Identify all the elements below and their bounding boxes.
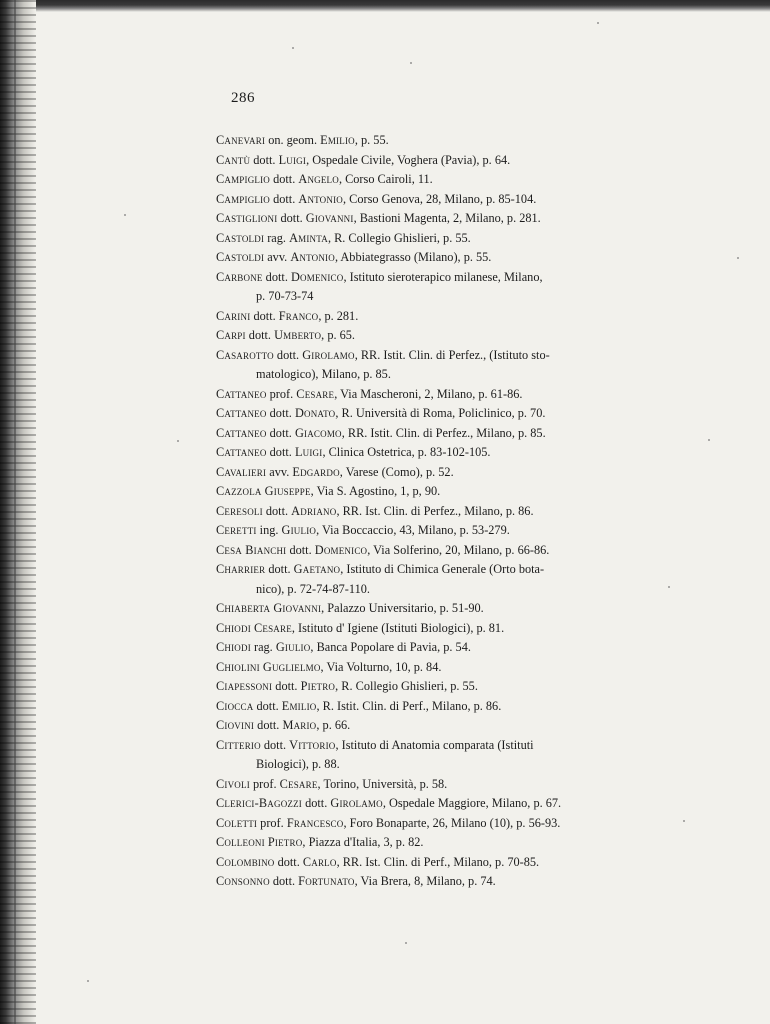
entry-details: , Istituto di Anatomia comparata (Istituti (335, 737, 534, 752)
paper-speck (668, 586, 670, 588)
entry-surname: Campiglio (216, 172, 270, 186)
entry-details: , Bastioni Magenta, 2, Milano, p. 281. (353, 211, 541, 225)
entry-surname: Cattaneo (216, 445, 267, 459)
entry-first-name: Edgardo (292, 464, 340, 479)
binding-line (14, 0, 16, 1024)
entry-details: , Ospedale Maggiore, Milano, p. 67. (382, 796, 562, 810)
entry-surname: Carbone (216, 269, 263, 284)
entry-surname: Carpi (216, 328, 246, 342)
entry-title: ing. (256, 523, 282, 537)
entry-details: , Via Volturno, 10, p. 84. (320, 659, 442, 674)
paper-speck (405, 942, 407, 944)
index-entry (216, 307, 656, 327)
index-entry (216, 814, 656, 834)
entry-title: dott. (253, 698, 282, 713)
entry-first-name: Carlo (302, 854, 337, 869)
entry-details: , R. Università di Roma, Policlinico, p. 70. (335, 406, 546, 420)
entry-first-name: Emilio (281, 698, 317, 713)
entry-details: , p. 65. (321, 328, 355, 342)
paper-speck (410, 62, 412, 64)
entry-first-name: Mario (282, 718, 317, 732)
entry-first-name: Umberto (274, 328, 322, 342)
entry-first-name: Vittorio (289, 737, 336, 752)
entry-title: dott. (286, 542, 315, 557)
entry-title: dott. (270, 191, 299, 206)
entry-surname: Ciovini (216, 718, 255, 732)
entry-first-name: Franco (278, 308, 319, 323)
index-entry (216, 638, 656, 658)
entry-first-name: Giulio (275, 640, 311, 654)
entry-title: dott. (266, 406, 295, 420)
entry-first-name: Luigi (278, 152, 307, 167)
entry-title: dott. (266, 425, 295, 440)
entry-first-name: Cesare (253, 620, 292, 635)
entry-surname: Coletti (216, 815, 258, 830)
entry-surname: Cattaneo (216, 406, 267, 420)
entry-first-name: Emilio (320, 133, 355, 147)
entry-details: , Istituto sieroterapico milanese, Milano, (343, 269, 543, 284)
index-entry (216, 424, 656, 444)
index-entry (216, 775, 656, 795)
index-entry (216, 443, 656, 463)
index-entry (216, 794, 656, 814)
entry-surname: Chiolini (216, 659, 260, 674)
entry-details: , Torino, Università, p. 58. (317, 776, 448, 791)
index-entry (216, 268, 656, 307)
entry-details: , Varese (Como), p. 52. (339, 464, 454, 479)
index-entry (216, 151, 656, 171)
index-entry (216, 521, 656, 541)
paper-speck (597, 22, 599, 24)
entry-title: dott. (262, 269, 291, 284)
index-entry (216, 463, 656, 483)
entry-details: , Via Solferino, 20, Milano, p. 66-86. (367, 542, 550, 557)
entry-surname: Campiglio (216, 191, 270, 206)
entry-surname: Consonno (216, 874, 270, 888)
entry-first-name: Donato (294, 406, 336, 420)
entry-title: dott. (277, 211, 306, 225)
paper-speck (683, 820, 685, 822)
entry-details: , Corso Cairoli, 11. (338, 172, 433, 186)
book-binding-edge (0, 0, 36, 1024)
entry-surname: Cattaneo (216, 386, 267, 401)
entry-surname: Casarotto (216, 347, 274, 362)
index-entry (216, 833, 656, 853)
entry-details: , Via S. Agostino, 1, p, 90. (310, 484, 441, 498)
entry-first-name: Giacomo (294, 425, 342, 440)
entry-title: dott. (250, 308, 279, 323)
entry-first-name: Giovanni (305, 211, 354, 225)
entry-surname: Citterio (216, 737, 261, 752)
entry-title: dott. (269, 874, 299, 888)
index-entry (216, 736, 656, 775)
entry-details: , Banca Popolare di Pavia, p. 54. (310, 640, 471, 654)
entry-details: , R. Collegio Ghislieri, p. 55. (327, 230, 471, 245)
index-entry (216, 502, 656, 522)
entry-title: dott. (266, 445, 295, 459)
entry-first-name: Angelo (298, 172, 339, 186)
entry-first-name: Giovanni (273, 601, 322, 615)
paper-speck (708, 439, 710, 441)
paper-speck (177, 440, 179, 442)
index-entry (216, 248, 656, 268)
entry-first-name: Adriano (291, 503, 337, 518)
entry-details: , RR. Ist. Clin. di Perfez., Milano, p. 86. (336, 503, 534, 518)
entry-first-name: Giuseppe (264, 484, 311, 498)
index-entry (216, 697, 656, 717)
paper-speck (87, 980, 89, 982)
entry-surname: Castiglioni (216, 211, 278, 225)
entry-first-name: Giulio (281, 523, 317, 537)
entry-details: , Abbiategrasso (Milano), p. 55. (334, 250, 492, 264)
entry-first-name: Francesco (286, 815, 344, 830)
entry-continuation: nico), p. 72-74-87-110. (256, 581, 370, 596)
entry-surname: Colombino (216, 854, 275, 869)
paper-speck (124, 214, 126, 216)
entry-title: rag. (250, 640, 276, 654)
entry-surname: Chiodi (216, 620, 251, 635)
entry-details: , Via Boccaccio, 43, Milano, p. 53-279. (316, 523, 510, 537)
entry-details: , Via Mascheroni, 2, Milano, p. 61-86. (334, 386, 523, 401)
index-entry (216, 872, 656, 892)
index-entry (216, 190, 656, 210)
entry-surname: Cattaneo (216, 425, 267, 440)
entry-title: prof. (249, 776, 280, 791)
entry-details: , RR. Istit. Clin. di Perfez., (Istituto sto- (354, 347, 550, 362)
entry-first-name: Cesare (279, 776, 318, 791)
entry-surname: Castoldi (216, 250, 265, 264)
entry-title: dott. (302, 796, 331, 810)
entry-details: , Corso Genova, 28, Milano, p. 85-104. (342, 191, 537, 206)
index-entry (216, 170, 656, 190)
entry-first-name: Antonio (290, 250, 335, 264)
entry-surname: Cazzola (216, 484, 262, 498)
index-entry (216, 482, 656, 502)
index-entry (216, 326, 656, 346)
entry-title: dott. (260, 737, 290, 752)
index-entry (216, 716, 656, 736)
index-entry (216, 229, 656, 249)
index-entry (216, 599, 656, 619)
entry-title: avv. (266, 464, 293, 479)
index-entry (216, 131, 656, 151)
entry-title: dott. (273, 347, 303, 362)
page-number: 286 (231, 90, 255, 106)
entry-details: , RR. Ist. Clin. di Perf., Milano, p. 70-85. (336, 854, 540, 869)
entry-title: prof. (257, 815, 287, 830)
entry-surname: Carini (216, 308, 251, 323)
entry-first-name: Pietro (267, 835, 303, 849)
entry-details: , R. Collegio Ghislieri, p. 55. (335, 679, 478, 693)
entry-surname: Cantù (216, 152, 251, 167)
entry-first-name: Domenico (290, 269, 344, 284)
entry-details: , R. Istit. Clin. di Perf., Milano, p. 86. (316, 698, 502, 713)
entry-details: , Via Brera, 8, Milano, p. 74. (354, 874, 496, 888)
entry-surname: Charrier (216, 562, 266, 576)
entry-title: dott. (270, 172, 299, 186)
entry-details: , Palazzo Universitario, p. 51-90. (321, 601, 484, 615)
entry-first-name: Girolamo (330, 796, 383, 810)
entry-surname: Ciapessoni (216, 679, 273, 693)
entry-continuation: matologico), Milano, p. 85. (256, 367, 391, 381)
entry-details: , Istituto d' Igiene (Istituti Biologici), p. 81. (291, 620, 505, 635)
entry-title: dott. (265, 562, 294, 576)
entry-title: avv. (264, 250, 291, 264)
entry-first-name: Girolamo (302, 347, 355, 362)
entry-details: , p. 66. (316, 718, 351, 732)
entry-title: dott. (250, 152, 279, 167)
entry-first-name: Luigi (294, 445, 323, 459)
entry-first-name: Antonio (298, 191, 343, 206)
index-entry (216, 346, 656, 385)
index-entry (216, 385, 656, 405)
entry-first-name: Aminta (289, 230, 328, 245)
entry-surname: Ciocca (216, 698, 254, 713)
entry-surname: Cavalieri (216, 464, 267, 479)
entry-details: , Clinica Ostetrica, p. 83-102-105. (322, 445, 491, 459)
entry-list (216, 131, 656, 892)
entry-title: on. geom. (265, 133, 321, 147)
entry-title: dott. (254, 718, 283, 732)
entry-surname: Chiodi (216, 640, 251, 654)
entry-title: prof. (266, 386, 297, 401)
index-entry (216, 853, 656, 873)
paper-speck (737, 257, 739, 259)
index-entry (216, 404, 656, 424)
entry-title: dott. (272, 679, 301, 693)
entry-first-name: Guglielmo (262, 659, 321, 674)
entry-details: , p. 55. (354, 133, 389, 147)
index-entry (216, 619, 656, 639)
paper-speck (292, 47, 294, 49)
entry-title: dott. (262, 503, 292, 518)
entry-first-name: Fortunato (298, 874, 355, 888)
index-entry (216, 658, 656, 678)
entry-details: , p. 281. (318, 308, 359, 323)
entry-details: , RR. Istit. Clin. di Perfez., Milano, p. 85. (341, 425, 546, 440)
entry-surname: Ceresoli (216, 503, 263, 518)
entry-surname: Colleoni (216, 835, 265, 849)
index-entry (216, 541, 656, 561)
scan-top-edge (0, 0, 770, 12)
entry-surname: Ceretti (216, 523, 257, 537)
entry-details: , Ospedale Civile, Voghera (Pavia), p. 64. (306, 152, 511, 167)
index-entry (216, 209, 656, 229)
entry-surname: Castoldi (216, 230, 265, 245)
entry-continuation: p. 70-73-74 (256, 289, 314, 303)
entry-first-name: Pietro (300, 679, 336, 693)
index-entry (216, 560, 656, 599)
entry-title: dott. (245, 328, 275, 342)
entry-surname: Chiaberta (216, 601, 271, 615)
entry-surname: Civoli (216, 776, 250, 791)
entry-first-name: Domenico (314, 542, 368, 557)
entry-title: dott. (274, 854, 303, 869)
entry-first-name: Cesare (296, 386, 335, 401)
entry-details: , Foro Bonaparte, 26, Milano (10), p. 56-93. (343, 815, 561, 830)
entry-title: rag. (264, 230, 290, 245)
entry-details: , Istituto di Chimica Generale (Orto bota- (340, 562, 545, 576)
entry-first-name: Gaetano (293, 562, 341, 576)
entry-surname: Cesa Bianchi (216, 542, 287, 557)
entry-surname: Clerici-Bagozzi (216, 796, 302, 810)
entry-continuation: Biologici), p. 88. (256, 757, 340, 771)
index-entry (216, 677, 656, 697)
entry-details: , Piazza d'Italia, 3, p. 82. (302, 835, 424, 849)
entry-surname: Canevari (216, 133, 266, 147)
